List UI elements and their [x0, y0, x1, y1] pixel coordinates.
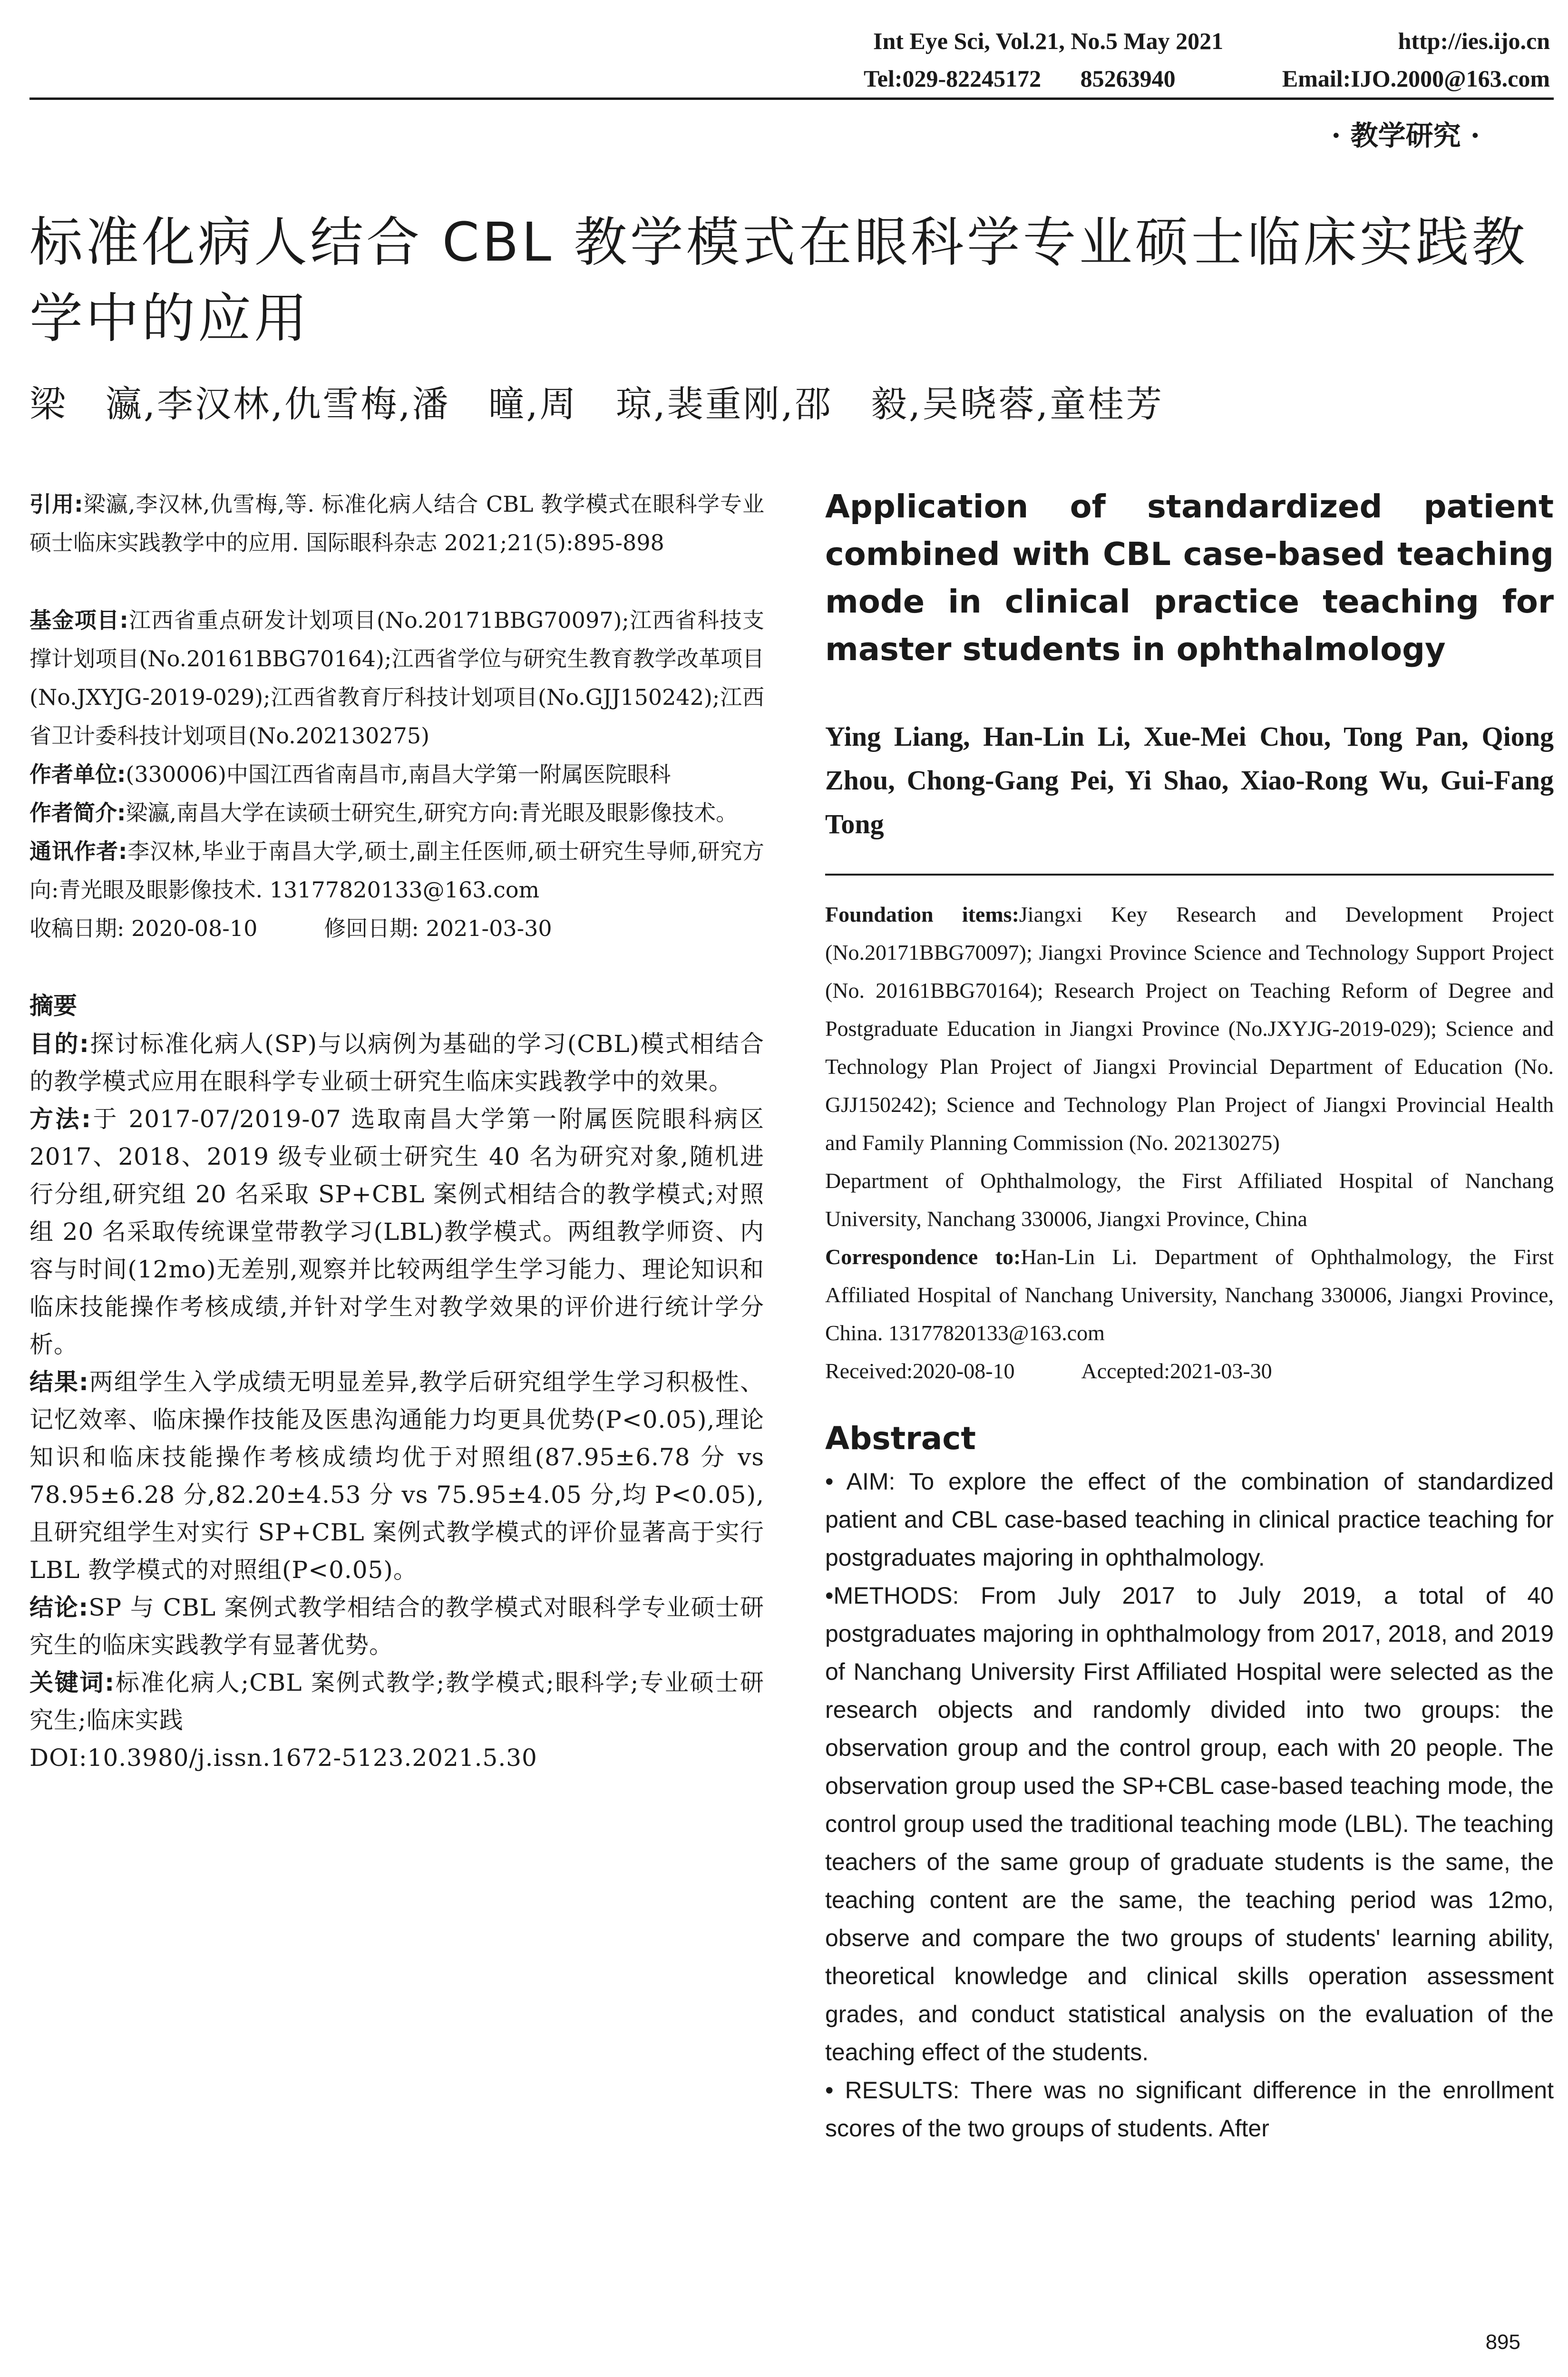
corr-text: 李汉林,毕业于南昌大学,硕士,副主任医师,硕士研究生导师,研究方向:青光眼及眼影像技术. 13177820133@163.com	[29, 838, 764, 903]
fund-label: 基金项目:	[29, 607, 128, 633]
abstract-results-cn	[29, 1364, 764, 1589]
fund-text: 江西省重点研发计划项目(No.20171BBG70097);江西省科技支撑计划项目(No.20161BBG70164);江西省学位与研究生教育教学改革项目(No.JXYJG-2019-029);江西省教育厅科技计划项目(No.GJJ150242);江西省卫计委科技计划项目(No.202130275)	[29, 607, 764, 749]
authors-cn: 梁 瀛,李汉林,仇雪梅,潘 曈,周 琼,裴重刚,邵 毅,吴晓蓉,童桂芳	[29, 383, 1164, 425]
keywords-cn	[29, 1664, 764, 1739]
dates-en	[825, 1352, 1554, 1390]
doi[interactable]: DOI:10.3980/j.issn.1672-5123.2021.5.30	[29, 1744, 537, 1772]
citation	[29, 485, 764, 562]
foundation-label: Foundation items:	[825, 902, 1019, 926]
methods-label-cn: 方法:	[29, 1105, 92, 1133]
abstract-aim-cn	[29, 1025, 764, 1101]
aim-text-en: To explore the effect of the combination of standardized patient and CBL case-based teaching in clinical practice teaching for postgraduates majoring in ophthalmology.	[825, 1468, 1554, 1571]
accepted-en: Accepted:2021-03-30	[1081, 1359, 1272, 1383]
article-title-en: Application of standardized patient combined with CBL case-based teaching mode in clinical practice teaching for master students in ophthalmology	[825, 488, 1554, 668]
unit-text: (330006)中国江西省南昌市,南昌大学第一附属医院眼科	[126, 761, 671, 787]
journal-citation: Int Eye Sci, Vol.21, No.5 May 2021	[873, 28, 1224, 54]
abstract-heading-cn: 摘要	[29, 992, 77, 1020]
journal-header-line1	[873, 26, 1223, 56]
corr-label: 通讯作者:	[29, 838, 127, 864]
methods-label-en: •METHODS:	[825, 1582, 959, 1609]
abstract-heading-en: Abstract	[825, 1420, 976, 1457]
abstract-body-en	[825, 1462, 1554, 2147]
page-number: 895	[1485, 2330, 1520, 2354]
abstract-conclusion-cn	[29, 1589, 764, 1664]
authors-rule	[825, 874, 1554, 876]
citation-text: 梁瀛,李汉林,仇雪梅,等. 标准化病人结合 CBL 教学模式在眼科学专业硕士临床实践教学中的应用. 国际眼科杂志 2021;21(5):895-898	[29, 491, 764, 555]
author-unit	[29, 755, 764, 794]
fund	[29, 601, 764, 755]
dates-cn	[29, 909, 764, 948]
aim-label-cn: 目的:	[29, 1030, 89, 1058]
abstract-aim-en	[825, 1462, 1554, 1577]
bio-text: 梁瀛,南昌大学在读硕士研究生,研究方向:青光眼及眼影像技术。	[126, 800, 738, 826]
keywords-text-cn: 标准化病人;CBL 案例式教学;教学模式;眼科学;专业硕士研究生;临床实践	[29, 1669, 764, 1734]
spacer	[29, 562, 764, 601]
header-rule	[29, 97, 1554, 100]
aim-label-en: • AIM:	[825, 1468, 896, 1495]
revised-cn: 修回日期: 2021-03-30	[324, 916, 552, 941]
results-text-en: There was no significant difference in the enrollment scores of the two groups of students. After	[825, 2077, 1554, 2142]
correspondence-en	[825, 1238, 1554, 1352]
abstract-methods-cn	[29, 1101, 764, 1364]
bio-label: 作者简介:	[29, 800, 126, 826]
unit-label: 作者单位:	[29, 761, 126, 787]
methods-text-en: From July 2017 to July 2019, a total of 40 postgraduates majoring in ophthalmology from 2017, 2018, and 2019 of Nanchang University First Affiliated Hospital were selected as the research objects and randomly divided into two groups: the observation group and the control group, each with 20 people. The observation group used the SP+CBL case-based teaching mode, the control group used the traditional teaching mode (LBL). The teaching teachers of the same group of graduate students is the same, the teaching content are the same, the teaching period was 12mo, observe and compare the two groups of students' learning ability, theoretical knowledge and clinical skills operation assessment grades, and conduct statistical analysis on the evaluation of the teaching effect of the students.	[825, 1582, 1554, 2065]
received-en: Received:2020-08-10	[825, 1359, 1015, 1383]
foundation-text: Jiangxi Key Research and Development Project (No.20171BBG70097); Jiangxi Province Science and Technology Support Project (No. 20161BBG70164); Research Project on Teaching Reform of Degree and Postgraduate Education in Jiangxi Province (No.JXYJG-2019-029); Science and Technology Plan Project of Jiangxi Provincial Department of Education (No. GJJ150242); Science and Technology Plan Project of Jiangxi Provincial Health and Family Planning Commission (No. 202130275)	[825, 902, 1554, 1155]
authors-en: Ying Liang, Han-Lin Li, Xue-Mei Chou, Tong Pan, Qiong Zhou, Chong-Gang Pei, Yi Shao, Xiao-Rong Wu, Gui-Fang Tong	[825, 721, 1554, 839]
received-cn: 收稿日期: 2020-08-10	[29, 916, 258, 941]
aim-text-cn: 探讨标准化病人(SP)与以病例为基础的学习(CBL)模式相结合的教学模式应用在眼科学专业硕士研究生临床实践教学中的效果。	[29, 1030, 765, 1095]
journal-email[interactable]: Email:IJO.2000@163.com	[1282, 65, 1550, 92]
article-title-cn: 标准化病人结合 CBL 教学模式在眼科学专业硕士临床实践教学中的应用	[29, 212, 1528, 350]
department-en: Department of Ophthalmology, the First Affiliated Hospital of Nanchang University, Nanchang 330006, Jiangxi Province, China	[825, 1169, 1554, 1231]
left-column	[29, 485, 764, 1777]
results-text-cn: 两组学生入学成绩无明显差异,教学后研究组学生学习积极性、记忆效率、临床操作技能及医患沟通能力均更具优势(P<0.05),理论知识和临床技能操作考核成绩均优于对照组(87.95±6.78 分 vs 78.95±6.28 分,82.20±4.53 分 vs 75.95±4.05 分,均 P<0.05),且研究组学生对实行 SP+CBL 案例式教学模式的评价显著高于实行 LBL 教学模式的对照组(P<0.05)。	[29, 1368, 764, 1584]
results-label-en: • RESULTS:	[825, 2077, 960, 2104]
results-label-cn: 结果:	[29, 1368, 89, 1396]
tel-number-2: 85263940	[1080, 65, 1176, 92]
tel-number: 029-82245172	[902, 65, 1042, 92]
tel-label: Tel:	[864, 65, 903, 92]
abstract-methods-en	[825, 1577, 1554, 2071]
right-column	[825, 483, 1554, 2147]
journal-header-line2	[864, 64, 1176, 93]
corresponding-author	[29, 832, 764, 909]
journal-url[interactable]: http://ies.ijo.cn	[1398, 28, 1550, 54]
section-tag: · 教学研究 ·	[1331, 119, 1480, 152]
front-matter-en	[825, 896, 1554, 1390]
spacer	[29, 948, 764, 987]
conclusion-text-cn: SP 与 CBL 案例式教学相结合的教学模式对眼科学专业硕士研究生的临床实践教学有显著优势。	[29, 1594, 765, 1659]
conclusion-label-cn: 结论:	[29, 1594, 89, 1621]
keywords-label-cn: 关键词:	[29, 1669, 115, 1696]
correspondence-label: Correspondence to:	[825, 1245, 1021, 1269]
abstract-results-en	[825, 2071, 1554, 2147]
citation-label: 引用:	[29, 491, 83, 517]
correspondence-text: Han-Lin Li. Department of Ophthalmology, the First Affiliated Hospital of Nanchang University, Nanchang 330006, Jiangxi Province, China. 13177820133@163.com	[825, 1245, 1554, 1345]
author-bio	[29, 794, 764, 832]
foundation-items	[825, 896, 1554, 1162]
methods-text-cn: 于 2017-07/2019-07 选取南昌大学第一附属医院眼科病区 2017、2018、2019 级专业硕士研究生 40 名为研究对象,随机进行分组,研究组 20 名采取 SP+CBL 案例式相结合的教学模式;对照组 20 名采取传统课堂带教学习(LBL)教学模式。两组教学师资、内容与时间(12mo)无差别,观察并比较两组学生学习能力、理论知识和临床技能操作考核成绩,并针对学生对教学效果的评价进行统计学分析。	[29, 1105, 764, 1358]
